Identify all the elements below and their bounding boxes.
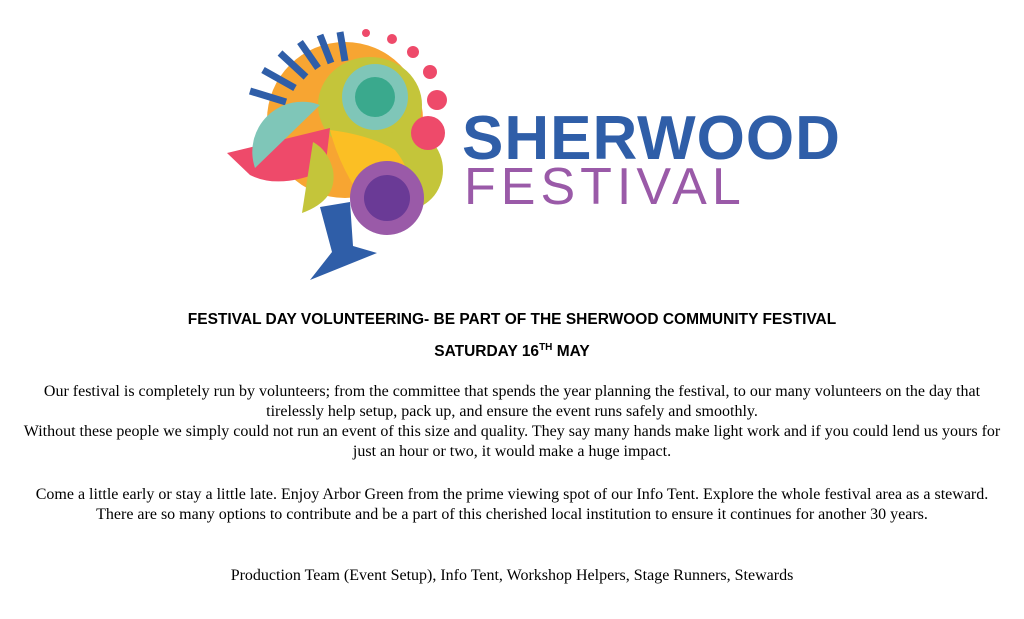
event-date: SATURDAY 16TH MAY (434, 342, 590, 361)
paragraph-options: Come a little early or stay a little late. Enjoy Arbor Green from the prime viewing spot of our Info Tent. Explore the whole festival area as a steward. There are so many options to contribute and be a part of this cherished local institution to ensure it continues for another 30 years. (35, 486, 989, 523)
logo-wordmark-festival: FESTIVAL (464, 158, 746, 216)
page-heading: FESTIVAL DAY VOLUNTEERING- BE PART OF THE SHERWOOD COMMUNITY FESTIVAL (187, 311, 837, 328)
festival-logo-icon (220, 20, 460, 290)
logo-wordmark-sherwood: SHERWOOD (462, 104, 841, 173)
paragraph-intro: Our festival is completely run by volunteers; from the committee that spends the year planning the festival, to our many volunteers on the day that tirelessly help setup, pack up, and ensure the event runs safely and smoothly. (43, 383, 981, 420)
paragraph-need: Without these people we simply could not run an event of this size and quality. They say many hands make light work and if you could lend us yours for just an hour or two, it would make a huge impact. (23, 423, 1001, 460)
volunteer-roles: Production Team (Event Setup), Info Tent, Workshop Helpers, Stage Runners, Stewards (230, 567, 794, 584)
